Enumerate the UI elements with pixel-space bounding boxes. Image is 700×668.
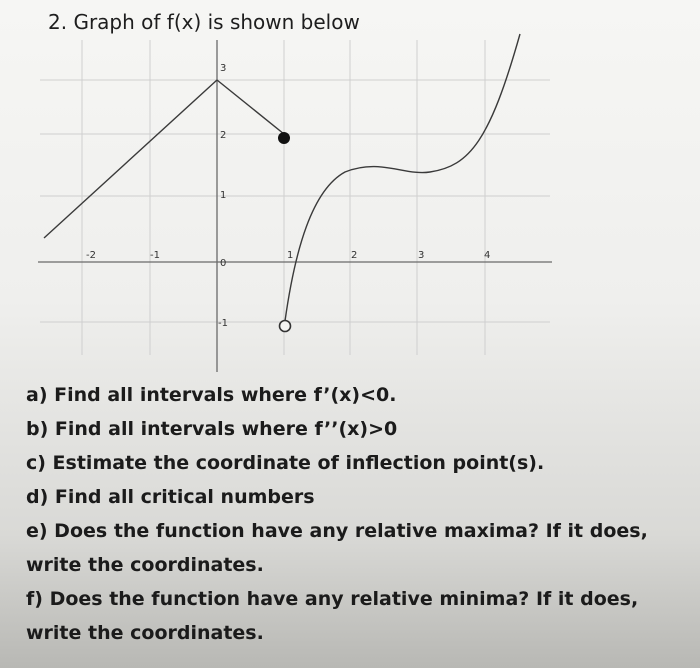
curve-left-segment [44, 80, 217, 238]
x-tick-label: 3 [418, 250, 425, 261]
x-tick-label: 1 [287, 250, 294, 261]
question-a: a) Find all intervals where f’(x)<0. [26, 384, 397, 406]
question-list [26, 378, 686, 650]
curve-peak-segment [217, 80, 284, 134]
question-b: b) Find all intervals where f’’(x)>0 [26, 418, 398, 440]
question-d: d) Find all critical numbers [26, 486, 315, 508]
x-tick-label: -1 [150, 250, 160, 261]
grid [40, 40, 550, 355]
question-f: f) Does the function have any relative minima? If it does, write the coordinates. [26, 588, 639, 644]
x-tick-label: 2 [351, 250, 358, 261]
question-e: e) Does the function have any relative maxima? If it does, write the coordinates. [26, 520, 648, 576]
problem-title: 2. Graph of f(x) is shown below [48, 10, 360, 34]
y-tick-label: 2 [220, 130, 227, 141]
y-tick-label: 1 [220, 190, 227, 201]
x-tick-label: -2 [86, 250, 96, 261]
y-tick-label: 3 [220, 63, 227, 74]
y-tick-label: -1 [218, 318, 228, 329]
question-c: c) Estimate the coordinate of inflection point(s). [26, 452, 545, 474]
x-tick-label: 4 [484, 250, 491, 261]
open-point [280, 321, 291, 332]
x-tick-label: 0 [220, 258, 227, 269]
closed-point [278, 132, 290, 144]
